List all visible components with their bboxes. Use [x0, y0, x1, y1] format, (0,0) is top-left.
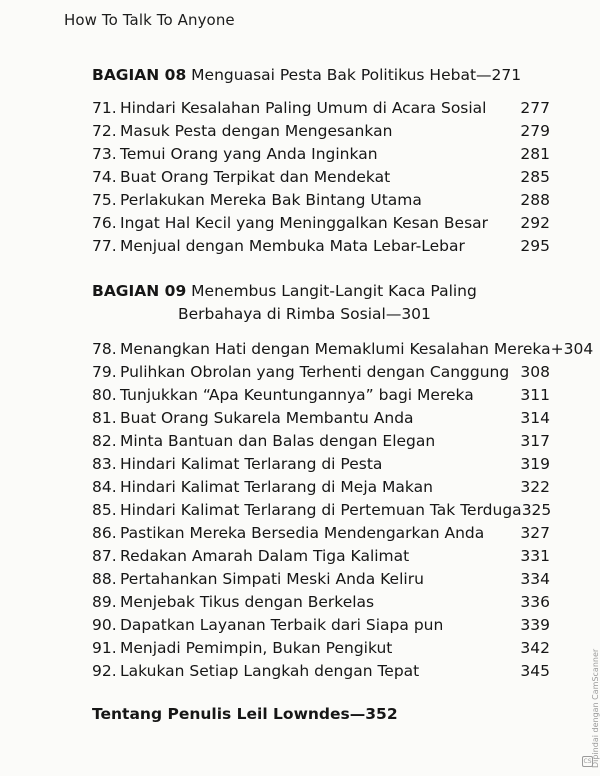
toc-entry-left — [92, 237, 465, 255]
toc-entry-number: 74. — [92, 168, 117, 186]
toc-entry-page: 304 — [563, 340, 594, 358]
toc-entry — [92, 214, 550, 237]
toc-entry-page: 325 — [521, 501, 552, 519]
toc-entry — [92, 662, 550, 685]
toc-entry-title: Pulihkan Obrolan yang Terhenti dengan Canggung — [120, 363, 510, 381]
toc-entry-title: Buat Orang Sukarela Membantu Anda — [120, 409, 414, 427]
camscanner-icon: CS — [583, 758, 592, 765]
toc-entry-title: Redakan Amarah Dalam Tiga Kalimat — [120, 547, 410, 565]
toc-entry-left — [92, 524, 484, 542]
toc-entry-number: 71. — [92, 99, 117, 117]
section-08-heading — [92, 66, 521, 84]
toc-entry-page: 314 — [520, 409, 550, 427]
author-section-entry: Tentang Penulis Leil Lowndes—352 — [92, 705, 398, 723]
toc-entry — [92, 409, 550, 432]
toc-entry-title: Menjual dengan Membuka Mata Lebar-Lebar — [120, 237, 465, 255]
toc-entry — [92, 122, 550, 145]
toc-entry — [92, 386, 550, 409]
toc-entry-title: Hindari Kesalahan Paling Umum di Acara Sosial — [120, 99, 487, 117]
section-09-label: BAGIAN 09 — [92, 282, 187, 300]
toc-entry-page: 285 — [520, 168, 550, 186]
toc-entry-left — [92, 99, 486, 117]
toc-entry-number: 80. — [92, 386, 117, 404]
toc-entry-number: 83. — [92, 455, 117, 473]
toc-entry-page: 279 — [520, 122, 550, 140]
toc-entry-number: 89. — [92, 593, 117, 611]
section-09-title-line2: Berbahaya di Rimba Sosial—301 — [178, 305, 431, 323]
toc-entry-title: Menangkan Hati dengan Memaklumi Kesalahan Mereka+ — [120, 340, 564, 358]
toc-entry-title: Pertahankan Simpati Meski Anda Keliru — [120, 570, 424, 588]
toc-entry-title: Pastikan Mereka Bersedia Mendengarkan Anda — [120, 524, 485, 542]
section-08-title: Menguasai Pesta Bak Politikus Hebat—271 — [191, 66, 522, 84]
toc-entry-number: 73. — [92, 145, 117, 163]
toc-entry-page: 345 — [520, 662, 550, 680]
toc-entry-number: 86. — [92, 524, 117, 542]
toc-entry-left — [92, 616, 443, 634]
toc-entry — [92, 570, 550, 593]
toc-entry-left — [92, 547, 409, 565]
toc-entry-title: Dapatkan Layanan Terbaik dari Siapa pun — [120, 616, 444, 634]
toc-entry-left — [92, 191, 422, 209]
toc-entry — [92, 639, 550, 662]
toc-entry-left — [92, 386, 474, 404]
toc-entry-page: 336 — [520, 593, 550, 611]
section-09-list — [92, 340, 594, 685]
toc-entry-page: 331 — [520, 547, 550, 565]
toc-entry-number: 87. — [92, 547, 117, 565]
toc-entry-title: Hindari Kalimat Terlarang di Pertemuan Tak Terduga — [120, 501, 522, 519]
toc-entry-page: 277 — [520, 99, 550, 117]
toc-entry-title: Tunjukkan “Apa Keuntungannya” bagi Mereka — [120, 386, 474, 404]
toc-entry-number: 84. — [92, 478, 117, 496]
toc-entry — [92, 455, 550, 478]
toc-entry — [92, 168, 550, 191]
toc-entry-title: Buat Orang Terpikat dan Mendekat — [120, 168, 391, 186]
toc-entry-left — [92, 593, 374, 611]
toc-entry-number: 92. — [92, 662, 117, 680]
toc-entry-page: 308 — [520, 363, 550, 381]
toc-entry-page: 281 — [520, 145, 550, 163]
running-header: How To Talk To Anyone — [64, 11, 235, 29]
toc-entry-page: 319 — [520, 455, 550, 473]
toc-entry-number: 82. — [92, 432, 117, 450]
toc-entry-left — [92, 409, 414, 427]
toc-entry-left — [92, 662, 419, 680]
toc-entry-number: 79. — [92, 363, 117, 381]
section-09-heading — [92, 282, 477, 323]
toc-entry — [92, 501, 550, 524]
toc-entry — [92, 547, 550, 570]
toc-entry-number: 77. — [92, 237, 117, 255]
toc-entry-number: 85. — [92, 501, 117, 519]
toc-entry-page: 334 — [520, 570, 550, 588]
toc-entry-number: 76. — [92, 214, 117, 232]
section-09-title-line1: Menembus Langit-Langit Kaca Paling — [191, 282, 477, 300]
toc-entry-page: 292 — [520, 214, 550, 232]
toc-entry-title: Temui Orang yang Anda Inginkan — [120, 145, 378, 163]
toc-entry-page: 311 — [520, 386, 550, 404]
toc-entry — [92, 616, 550, 639]
toc-entry — [92, 432, 550, 455]
section-08-label: BAGIAN 08 — [92, 66, 187, 84]
toc-entry — [92, 524, 550, 547]
toc-entry-title: Menjadi Pemimpin, Bukan Pengikut — [120, 639, 393, 657]
toc-entry-page: 317 — [520, 432, 550, 450]
toc-entry-left — [92, 455, 382, 473]
toc-entry-number: 88. — [92, 570, 117, 588]
toc-entry-title: Ingat Hal Kecil yang Meninggalkan Kesan Besar — [120, 214, 489, 232]
scanner-watermark — [580, 600, 600, 770]
toc-entry — [92, 363, 550, 386]
toc-entry-title: Masuk Pesta dengan Mengesankan — [120, 122, 393, 140]
toc-entry — [92, 145, 550, 168]
toc-entry-number: 72. — [92, 122, 117, 140]
toc-entry-number: 91. — [92, 639, 117, 657]
section-08-list — [92, 99, 550, 260]
toc-entry-left — [92, 501, 522, 519]
toc-entry-title: Lakukan Setiap Langkah dengan Tepat — [120, 662, 420, 680]
toc-entry-left — [92, 122, 392, 140]
toc-entry — [92, 478, 550, 501]
toc-entry-number: 75. — [92, 191, 117, 209]
toc-entry-page: 288 — [520, 191, 550, 209]
toc-entry — [92, 191, 550, 214]
toc-entry-left — [92, 639, 392, 657]
toc-entry-number: 90. — [92, 616, 117, 634]
toc-entry-left — [92, 432, 435, 450]
toc-entry-page: 342 — [520, 639, 550, 657]
toc-entry — [92, 237, 550, 260]
toc-entry-left — [92, 570, 424, 588]
toc-entry — [92, 340, 594, 363]
toc-entry-left — [92, 363, 509, 381]
toc-entry-left — [92, 340, 564, 358]
toc-entry-left — [92, 145, 378, 163]
toc-entry-left — [92, 478, 433, 496]
toc-entry-title: Hindari Kalimat Terlarang di Meja Makan — [120, 478, 433, 496]
toc-entry-number: 81. — [92, 409, 117, 427]
toc-entry-page: 339 — [520, 616, 550, 634]
toc-entry-title: Menjebak Tikus dengan Berkelas — [120, 593, 375, 611]
toc-entry-page: 295 — [520, 237, 550, 255]
toc-entry — [92, 99, 550, 122]
toc-entry-page: 327 — [520, 524, 550, 542]
toc-entry-page: 322 — [520, 478, 550, 496]
toc-entry-number: 78. — [92, 340, 117, 358]
toc-entry-title: Perlakukan Mereka Bak Bintang Utama — [120, 191, 422, 209]
toc-entry-left — [92, 214, 488, 232]
toc-entry-left — [92, 168, 390, 186]
toc-entry-title: Minta Bantuan dan Balas dengan Elegan — [120, 432, 436, 450]
toc-entry-title: Hindari Kalimat Terlarang di Pesta — [120, 455, 383, 473]
scanner-watermark-text: Dipindai dengan CamScanner — [591, 648, 600, 768]
toc-entry — [92, 593, 550, 616]
